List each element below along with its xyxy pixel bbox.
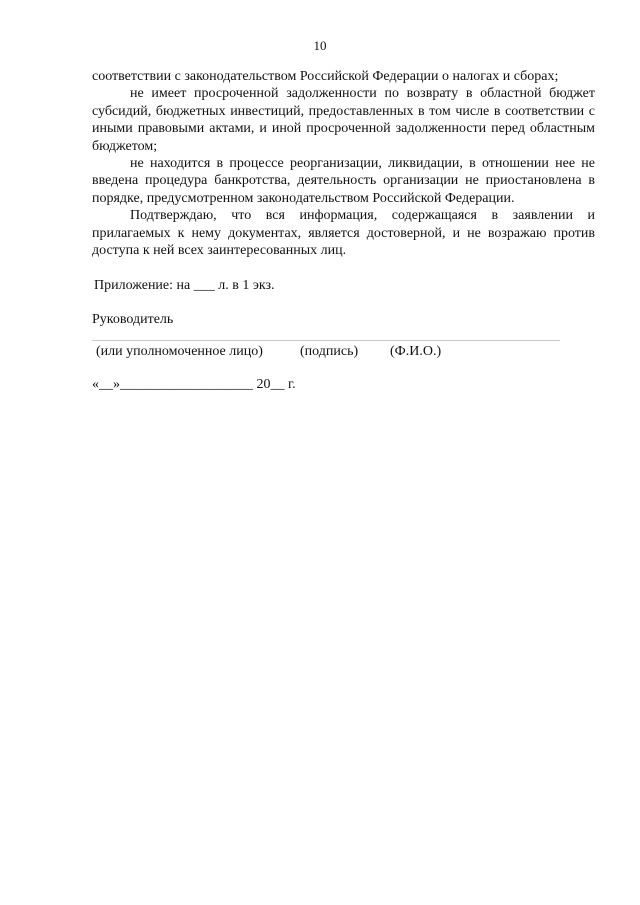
attachment-line: Приложение: на ___ л. в 1 экз. [94,278,275,294]
page-number: 10 [313,38,327,53]
caption-signature: (подпись) [300,344,359,360]
document-body [92,68,595,393]
paragraph-tax-continuation: соответствии с законодательством Российской Федерации о налогах и сборах; [92,69,559,84]
signature-captions [96,343,595,360]
signature-line [92,340,560,341]
caption-name: (Ф.И.О.) [390,344,442,360]
paragraph-no-reorganization: не находится в процессе реорганизации, ликвидации, в отношении нее не введена процедура банкротства, деятельность организации не приостановлена в порядке, предусмотренном законодательством Российской Федерации. [92,156,595,206]
date-line: «__»___________________ 20__ г. [92,376,296,392]
head-label: Руководитель [92,311,174,327]
paragraph-confirmation: Подтверждаю, что вся информация, содержащаяся в заявлении и прилагаемых к нему документах, является достоверной, и не возражаю против доступа к ней всех заинтересованных лиц. [92,208,595,259]
caption-role: (или уполномоченное лицо) [96,344,263,360]
paragraph-no-overdue-debt: не имеет просроченной задолженности по возврату в областной бюджет субсидий, бюджетных инвестиций, предоставленных в том числе в соответствии с иными правовыми актами, и иной просроченной задолженности перед областным бюджетом; [92,86,595,154]
